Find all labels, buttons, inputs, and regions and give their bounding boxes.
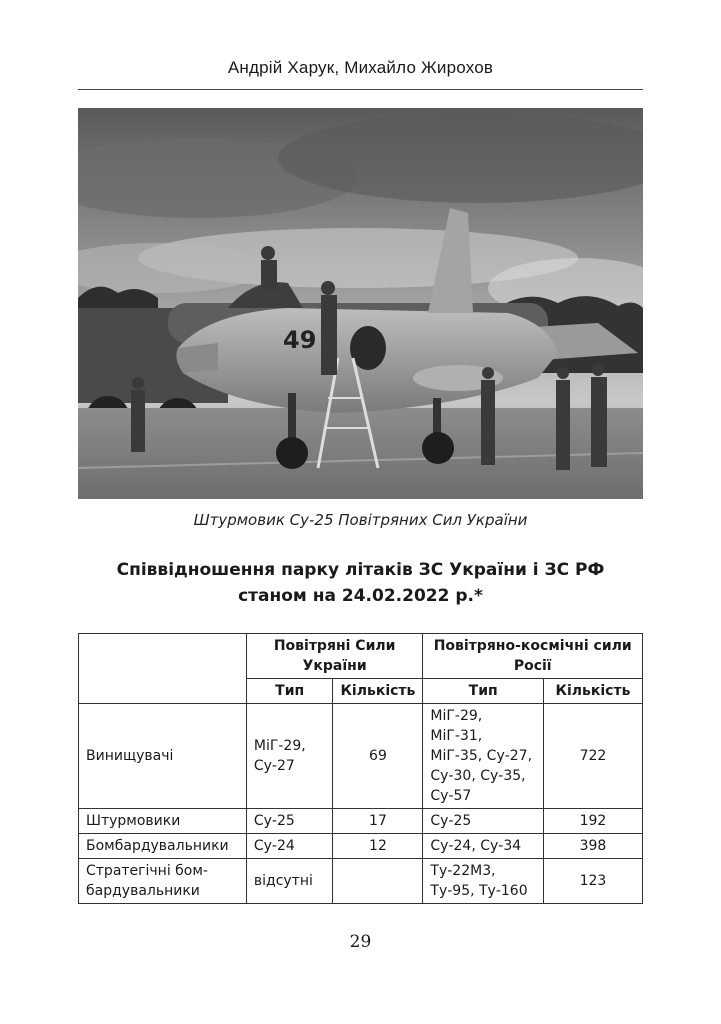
header-ua-type: Тип bbox=[246, 679, 333, 704]
row-category: Винищувачі bbox=[79, 704, 247, 809]
table-row bbox=[79, 834, 643, 859]
row-ua-count: 69 bbox=[333, 704, 423, 809]
table-title-line-2: станом на 24.02.2022 р.* bbox=[238, 586, 483, 606]
tail-number: 49 bbox=[283, 326, 317, 354]
table-header-row-1 bbox=[79, 634, 643, 679]
header-empty-cell bbox=[79, 634, 247, 704]
row-ru-type: МіГ-29, МіГ-31, МіГ-35, Су-27, Су-30, Су-35, Су-57 bbox=[423, 704, 544, 809]
table-row bbox=[79, 859, 643, 904]
row-category: Штурмовики bbox=[79, 809, 247, 834]
header-ru-count: Кількість bbox=[543, 679, 642, 704]
row-category: Бомбардувальники bbox=[79, 834, 247, 859]
header-ukraine-air-force: Повітряні Сили України bbox=[246, 634, 423, 679]
table-title-line-1: Співвідношення парку літаків ЗС України і ЗС РФ bbox=[116, 560, 605, 580]
row-ua-type: відсутні bbox=[246, 859, 333, 904]
table-title bbox=[78, 557, 643, 609]
row-ua-count: 12 bbox=[333, 834, 423, 859]
header-ru-type: Тип bbox=[423, 679, 544, 704]
row-ru-count: 722 bbox=[543, 704, 642, 809]
row-ru-count: 192 bbox=[543, 809, 642, 834]
row-ua-type: Су-25 bbox=[246, 809, 333, 834]
row-ua-count bbox=[333, 859, 423, 904]
table-row bbox=[79, 809, 643, 834]
row-ru-count: 123 bbox=[543, 859, 642, 904]
row-ua-type: Су-24 bbox=[246, 834, 333, 859]
photo-caption: Штурмовик Су-25 Повітряних Сил України bbox=[193, 511, 528, 529]
header-rule bbox=[78, 89, 643, 90]
header-ua-count: Кількість bbox=[333, 679, 423, 704]
row-ru-type: Су-25 bbox=[423, 809, 544, 834]
row-category: Стратегічні бом-бардувальники bbox=[79, 859, 247, 904]
table-row bbox=[79, 704, 643, 809]
row-ua-type: МіГ-29, Су-27 bbox=[246, 704, 333, 809]
row-ru-type: Ту-22М3, Ту-95, Ту-160 bbox=[423, 859, 544, 904]
header-russia-aerospace-forces: Повітряно-космічні сили Росії bbox=[423, 634, 643, 679]
row-ua-count: 17 bbox=[333, 809, 423, 834]
running-header-authors: Андрій Харук, Михайло Жирохов bbox=[227, 58, 494, 77]
page-number: 29 bbox=[349, 932, 372, 952]
aircraft-fleet-table bbox=[78, 633, 643, 904]
su-25-photo bbox=[78, 108, 643, 499]
row-ru-count: 398 bbox=[543, 834, 642, 859]
row-ru-type: Су-24, Су-34 bbox=[423, 834, 544, 859]
